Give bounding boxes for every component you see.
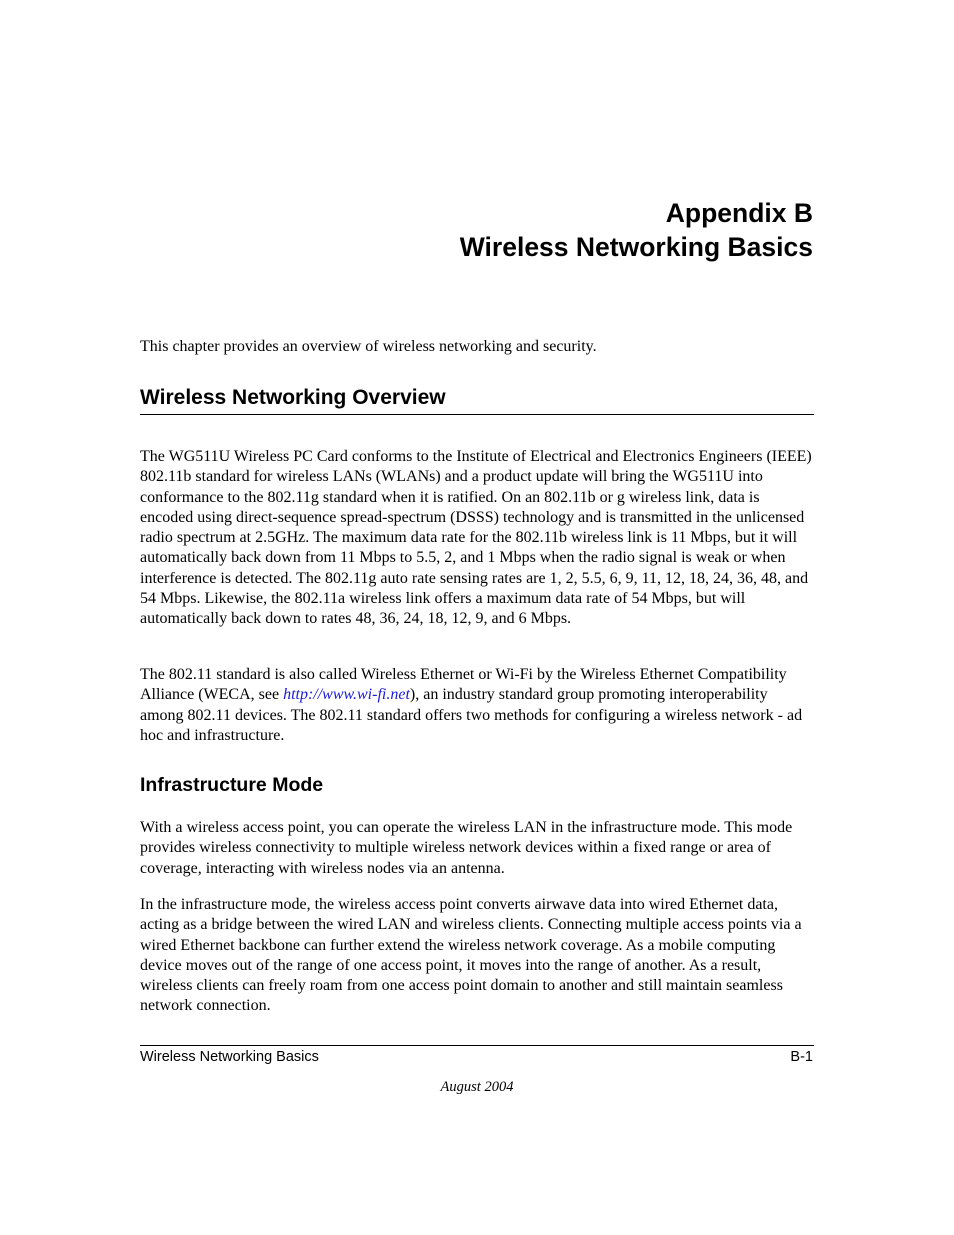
wifi-link[interactable]: http://www.wi-fi.net: [283, 686, 410, 704]
subsection-heading: Infrastructure Mode: [140, 774, 324, 796]
infrastructure-paragraph-2: In the infrastructure mode, the wireless access point converts airwave data into wired Ethernet data, acting as a bridge between the wired LAN and wireless clients. Connecting multiple access points via a wired Ethernet backbone can further extend the wireless network coverage. As a mobile computing device moves out of the range of one access point, it moves into the range of another. As a result, wireless clients can freely roam from one access point domain to another and still maintain seamless network connection.: [140, 896, 802, 1015]
footer-date: August 2004: [440, 1079, 514, 1095]
intro-paragraph: This chapter provides an overview of wireless networking and security.: [140, 338, 597, 355]
chapter-title: [460, 196, 813, 264]
paragraph-text: ), an industry standard group promoting interoperability among 802.11 devices. The 802.11 standard offers two methods for configuring a wireless network - ad hoc and infrastructure.: [140, 686, 803, 744]
chapter-name: Wireless Networking Basics: [459, 232, 813, 262]
footer-rule: [140, 1045, 814, 1046]
page-number: B-1: [790, 1049, 813, 1065]
overview-paragraph-2: [140, 665, 814, 746]
infrastructure-paragraph-1: With a wireless access point, you can operate the wireless LAN in the infrastructure mode. This mode provides wireless connectivity to multiple wireless network devices within a fixed range or area of coverage, interacting with wireless nodes via an antenna.: [140, 819, 793, 877]
section-heading: Wireless Networking Overview: [140, 386, 446, 409]
paragraph-text: The 802.11 standard is also called Wireless Ethernet or Wi-Fi by the Wireless Ethernet Compatibility Alliance (WECA, see: [140, 666, 787, 704]
footer-title: Wireless Networking Basics: [140, 1049, 319, 1065]
chapter-number: Appendix B: [665, 198, 813, 228]
overview-paragraph-1: The WG511U Wireless PC Card conforms to the Institute of Electrical and Electronics Engineers (IEEE) 802.11b standard for wireless LANs (WLANs) and a product update will bring the WG511U into conformance to the 802.11g standard when it is ratified. On an 802.11b or g wireless link, data is encoded using direct-sequence spread-spectrum (DSSS) technology and is transmitted in the unlicensed radio spectrum at 2.5GHz. The maximum data rate for the 802.11b wireless link is 11 Mbps, but it will automatically back down from 11 Mbps to 5.5, 2, and 1 Mbps when the radio signal is weak or when interference is detected. The 802.11g auto rate sensing rates are 1, 2, 5.5, 6, 9, 11, 12, 18, 24, 36, 48, and 54 Mbps. Likewise, the 802.11a wireless link offers a maximum data rate of 54 Mbps, but will automatically back down to rates 48, 36, 24, 18, 12, 9, and 6 Mbps.: [140, 448, 812, 628]
section-heading-rule: [140, 414, 814, 415]
